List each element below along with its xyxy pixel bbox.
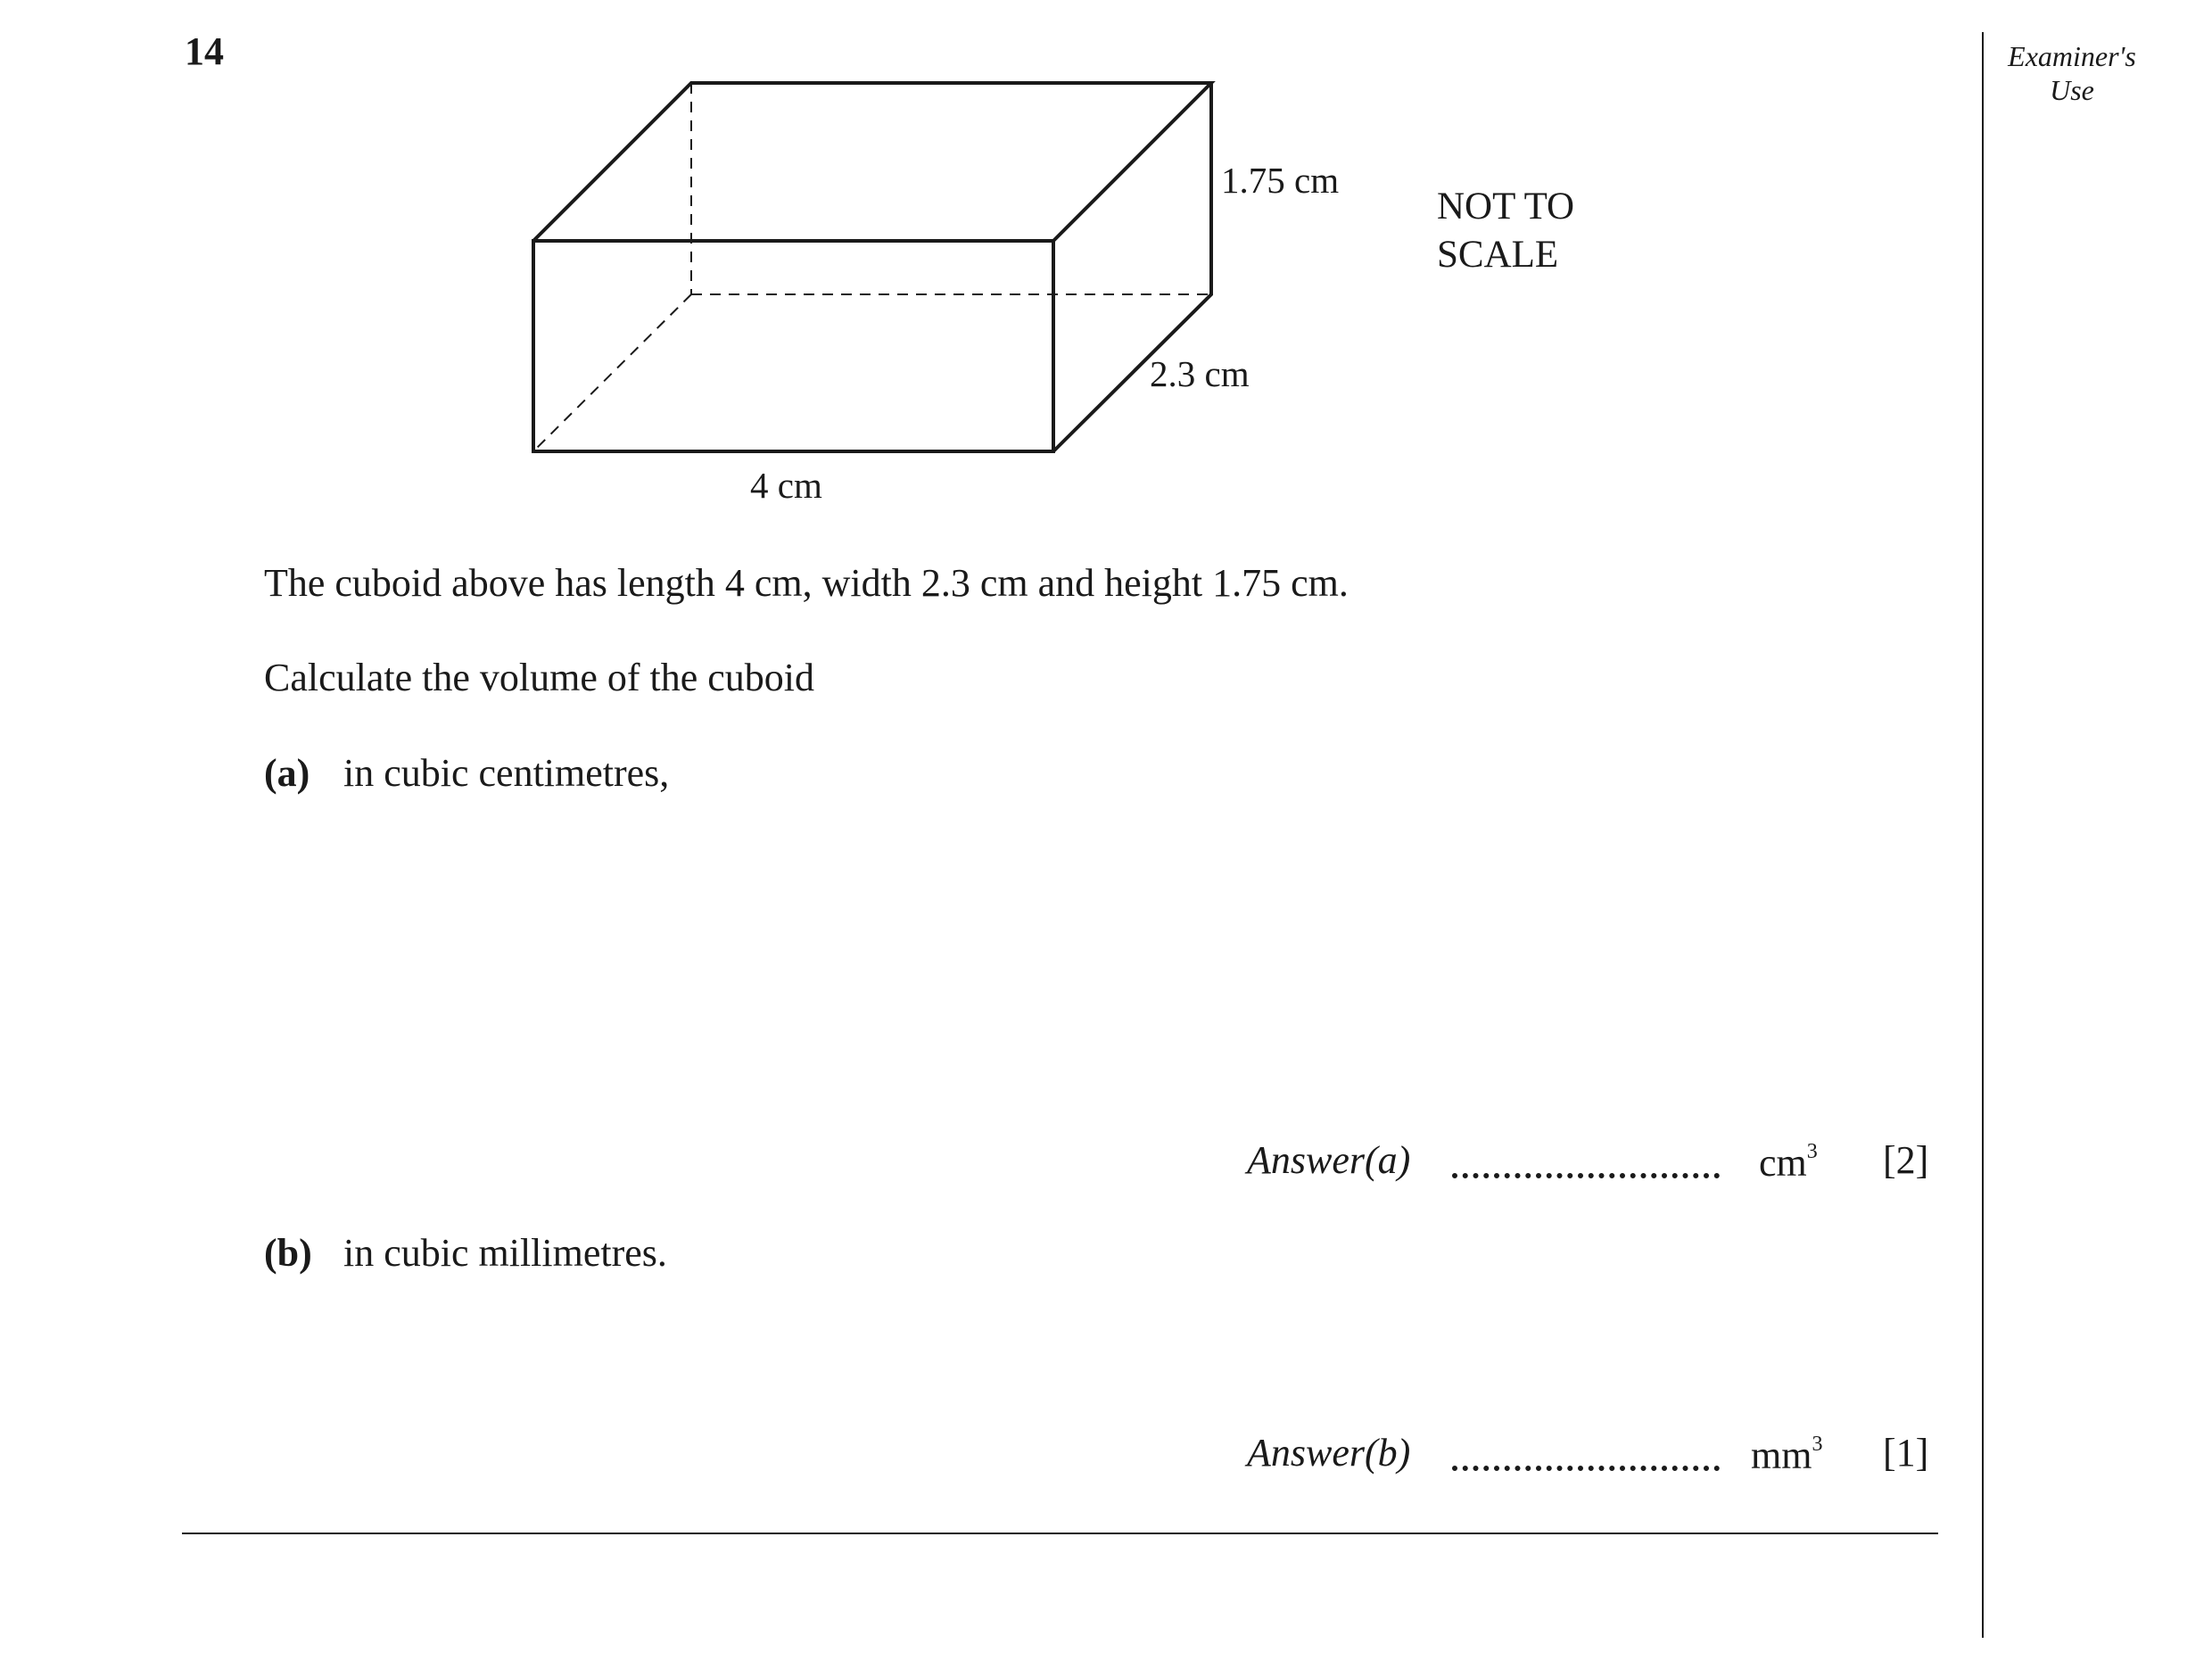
examiner-label-line1: Examiner's — [2008, 40, 2136, 72]
answer-a-field[interactable] — [1452, 1173, 1720, 1178]
part-a-text: in cubic centimetres, — [343, 751, 670, 795]
cuboid-diagram — [499, 62, 1231, 473]
not-to-scale-note — [1437, 183, 1574, 279]
hidden-edge-diagonal — [533, 294, 691, 451]
scale-note-line1: NOT TO — [1437, 186, 1575, 227]
width-label: 2.3 cm — [1150, 353, 1250, 394]
part-b — [264, 1231, 667, 1275]
answer-a-unit — [1759, 1141, 1818, 1183]
answer-b-unit — [1751, 1434, 1822, 1475]
examiner-use-label — [1987, 39, 2157, 107]
answer-b-unit-power: 3 — [1812, 1433, 1823, 1456]
part-b-text: in cubic millimetres. — [343, 1231, 667, 1275]
answer-a-unit-power: 3 — [1806, 1140, 1818, 1163]
examiner-label-line2: Use — [2050, 74, 2094, 106]
question-instruction: Calculate the volume of the cuboid — [264, 656, 815, 699]
answer-b-marks: [1] — [1883, 1431, 1929, 1475]
front-face — [533, 241, 1053, 451]
question-statement: The cuboid above has length 4 cm, width 2.3 cm and height 1.75 cm. — [264, 561, 1349, 605]
scale-note-line2: SCALE — [1437, 234, 1559, 276]
examiner-margin-rule — [1982, 32, 1984, 1638]
part-a-letter: (a) — [264, 751, 310, 795]
answer-b-field[interactable] — [1452, 1466, 1720, 1471]
length-label: 4 cm — [750, 465, 822, 506]
question-end-rule — [182, 1533, 1938, 1534]
answer-a-label: Answer(a) — [1247, 1138, 1411, 1182]
top-face-edges — [533, 83, 1211, 241]
part-b-letter: (b) — [264, 1231, 312, 1275]
right-face-edges — [1053, 83, 1211, 451]
part-a — [264, 751, 670, 795]
answer-a-marks: [2] — [1883, 1138, 1929, 1182]
answer-b-unit-base: mm — [1751, 1434, 1812, 1477]
answer-a-unit-base: cm — [1759, 1141, 1807, 1185]
height-label: 1.75 cm — [1221, 160, 1340, 201]
answer-b-label: Answer(b) — [1247, 1431, 1411, 1475]
question-number: 14 — [185, 29, 224, 73]
